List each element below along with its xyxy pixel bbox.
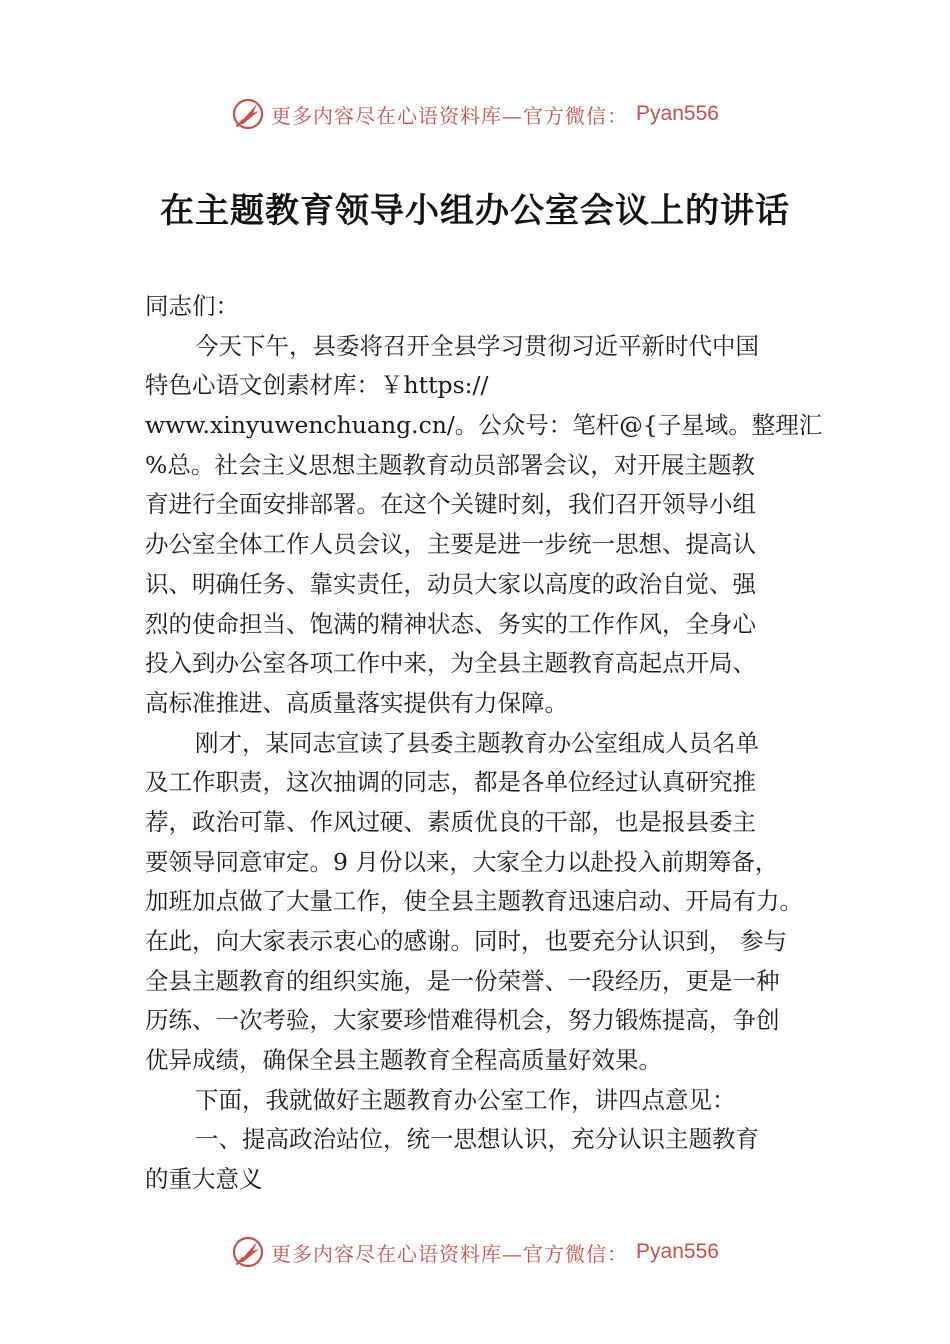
paragraph-line: 及工作职责，这次抽调的同志，都是各单位经过认真研究推 <box>145 768 756 797</box>
paragraph-line: 育进行全面安排部署。在这个关键时刻，我们召开领导小组 <box>145 490 756 519</box>
banner-text: 更多内容尽在心语资料库—官方微信： <box>271 1241 629 1266</box>
paragraph-line: 加班加点做了大量工作，使全县主题教育迅速启动、开局有力。 <box>145 887 803 916</box>
paragraph-line: 烈的使命担当、饱满的精神状态、务实的工作作风，全身心 <box>145 609 756 638</box>
paragraph-line: 在此，向大家表示衷心的感谢。同时，也要充分认识到， 参与 <box>145 927 787 955</box>
paragraph-line: 要领导同意审定。9 月份以来，大家全力以赴投入前期筹备， <box>145 847 779 876</box>
paragraph-line: 荐，政治可靠、作风过硬、素质优良的干部，也是报县委主 <box>145 807 756 836</box>
paragraph-line: %总。社会主义思想主题教育动员部署会议，对开展主题教 <box>145 450 755 479</box>
document-title: 在主题教育领导小组办公室会议上的讲话 <box>160 191 790 231</box>
paragraph-line: www.xinyuwenchuang.cn/。公众号：笔杆@{子星域。整理汇 <box>145 411 823 440</box>
banner-text: 更多内容尽在心语资料库—官方微信： <box>271 103 629 128</box>
paragraph-line: 投入到办公室各项工作中来，为全县主题教育高起点开局、 <box>145 649 756 678</box>
paragraph-line: 刚才，某同志宣读了县委主题教育办公室组成人员名单 <box>195 728 759 757</box>
header-banner <box>0 94 950 134</box>
paragraph-line: 识、明确任务、靠实责任，动员大家以高度的政治自觉、强 <box>145 569 756 598</box>
paragraph-line: 全县主题教育的组织实施，是一份荣誉、一段经历，更是一种 <box>145 966 780 995</box>
paragraph-line: 今天下午，县委将召开全县学习贯彻习近平新时代中国 <box>195 331 759 360</box>
quill-pen-logo-icon <box>231 97 265 131</box>
paragraph-line: 办公室全体工作人员会议，主要是进一步统一思想、提高认 <box>145 530 756 559</box>
paragraph-line: 优异成绩，确保全县主题教育全程高质量好效果。 <box>145 1046 662 1075</box>
paragraph-line: 同志们： <box>145 292 239 320</box>
paragraph-line: 的重大意义 <box>145 1165 263 1194</box>
banner-wechat-id: Pyan556 <box>636 1240 719 1263</box>
footer-banner <box>0 1232 950 1272</box>
document-body <box>145 287 835 1200</box>
paragraph-line: 特色心语文创素材库：￥https:// <box>145 371 489 400</box>
banner-wechat-id: Pyan556 <box>636 102 719 125</box>
paragraph-line: 一、提高政治站位，统一思想认识，充分认识主题教育 <box>195 1125 759 1154</box>
paragraph-line: 高标准推进、高质量落实提供有力保障。 <box>145 688 568 717</box>
paragraph-line: 下面，我就做好主题教育办公室工作，讲四点意见： <box>195 1085 736 1114</box>
quill-pen-logo-icon <box>231 1235 265 1269</box>
paragraph-line: 历练、一次考验，大家要珍惜难得机会，努力锻炼提高，争创 <box>145 1006 780 1035</box>
